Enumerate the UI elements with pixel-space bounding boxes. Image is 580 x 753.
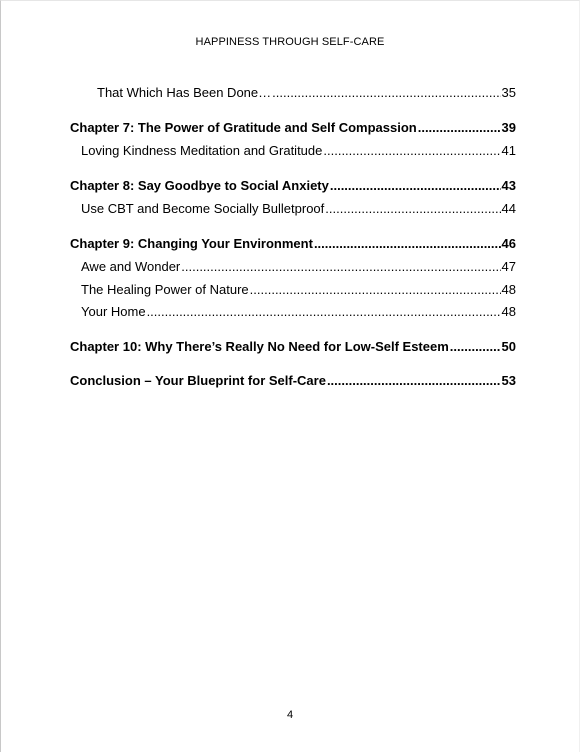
toc-entry-title: Chapter 9: Changing Your Environment: [70, 236, 313, 251]
toc-entry-healing-power-of-nature[interactable]: [81, 282, 516, 298]
toc-entry-page: 41: [501, 143, 516, 158]
toc-entry-chapter-9[interactable]: [70, 236, 516, 252]
toc-entry-title: Your Home: [81, 304, 146, 319]
toc-entry-page: 39: [501, 120, 516, 135]
toc-entry-title: Chapter 8: Say Goodbye to Social Anxiety: [70, 178, 329, 193]
page-number: 4: [286, 709, 294, 721]
dot-leader: [418, 120, 501, 136]
dot-leader: [250, 282, 501, 298]
toc-entry-that-which-has-been-done[interactable]: [97, 85, 516, 101]
toc-entry-chapter-8[interactable]: [70, 178, 516, 194]
toc-entry-title: Use CBT and Become Socially Bulletproof: [81, 201, 325, 216]
dot-leader: [147, 304, 501, 320]
toc-entry-title: Conclusion – Your Blueprint for Self-Care: [70, 373, 326, 388]
dot-leader: [314, 236, 501, 252]
toc-entry-title: Awe and Wonder: [81, 259, 181, 274]
dot-leader: [450, 339, 501, 355]
toc-entry-title: Chapter 10: Why There’s Really No Need for Low-Self Esteem: [70, 339, 449, 354]
toc-entry-title: The Healing Power of Nature: [81, 282, 249, 297]
dot-leader: [327, 373, 501, 389]
toc-entry-chapter-7[interactable]: [70, 120, 516, 136]
running-header: HAPPINESS THROUGH SELF-CARE: [195, 36, 385, 48]
toc-entry-awe-and-wonder[interactable]: [81, 259, 516, 275]
toc-entry-title: Loving Kindness Meditation and Gratitude: [81, 143, 323, 158]
dot-leader: [272, 85, 500, 101]
toc-entry-chapter-10[interactable]: [70, 339, 516, 355]
toc-entry-your-home[interactable]: [81, 304, 516, 320]
toc-entry-title: Chapter 7: The Power of Gratitude and Self Compassion: [70, 120, 417, 135]
dot-leader: [325, 201, 500, 217]
toc-entry-page: 50: [501, 339, 516, 354]
toc-entry-page: 44: [501, 201, 516, 216]
toc-entry-title: That Which Has Been Done…: [97, 85, 272, 100]
toc-entry-page: 48: [501, 282, 516, 297]
toc-entry-loving-kindness[interactable]: [81, 143, 516, 159]
toc-entry-page: 46: [501, 236, 516, 251]
toc-entry-page: 43: [501, 178, 516, 193]
toc-entry-page: 47: [501, 259, 516, 274]
toc-entry-conclusion[interactable]: [70, 373, 516, 389]
toc-entry-page: 48: [501, 304, 516, 319]
dot-leader: [323, 143, 500, 159]
dot-leader: [330, 178, 501, 194]
toc-entry-use-cbt[interactable]: [81, 201, 516, 217]
toc-entry-page: 53: [501, 373, 516, 388]
toc-entry-page: 35: [501, 85, 516, 100]
dot-leader: [181, 259, 500, 275]
